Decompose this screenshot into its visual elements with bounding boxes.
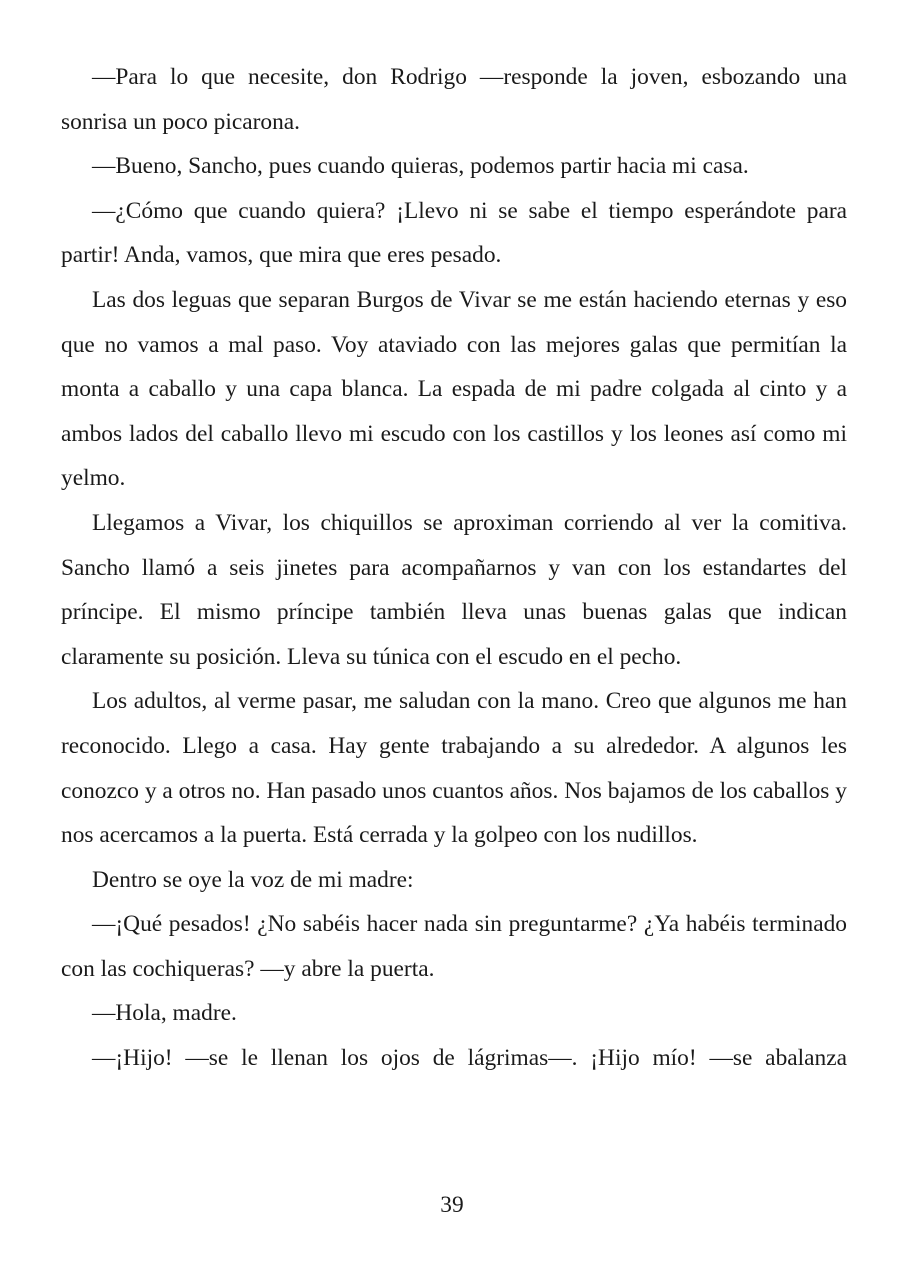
paragraph: Dentro se oye la voz de mi madre: (92, 866, 414, 893)
paragraph: —Hola, madre. (92, 1000, 237, 1027)
page-number: 39 (440, 1192, 464, 1218)
paragraph: —Bueno, Sancho, pues cuando quieras, podemos partir hacia mi casa. (92, 153, 749, 180)
paragraph: —¿Cómo que cuando quiera? ¡Llevo ni se sabe el tiempo esperándote para partir! Anda, vamos, que mira que eres pesado. (61, 197, 847, 269)
paragraph: —Para lo que necesite, don Rodrigo —responde la joven, esbozando una sonrisa un poco picarona. (61, 64, 847, 135)
paragraph: Los adultos, al verme pasar, me saludan con la mano. Creo que algunos me han reconocido. Llego a casa. Hay gente trabajando a su alrededor. A algunos les conozco y a otros no. Han pasado unos cuantos años. Nos bajamos de los caballos y nos acercamos a la puerta. Está cerrada y la golpeo con los nudillos. (61, 688, 847, 849)
paragraph-continued: —¡Hijo! —se le llenan los ojos de lágrimas—. ¡Hijo mío! —se abalanza (92, 1045, 847, 1072)
paragraph: Llegamos a Vivar, los chiquillos se aproximan corriendo al ver la comitiva. Sancho llamó a seis jinetes para acompañarnos y van con los estandartes del príncipe. El mismo príncipe también lleva unas buenas galas que indican claramente su posición. Lleva su túnica con el escudo en el pecho. (61, 509, 847, 670)
body-text (61, 55, 847, 1081)
paragraph: Las dos leguas que separan Burgos de Vivar se me están haciendo eternas y eso que no vamos a mal paso. Voy ataviado con las mejores galas que permitían la monta a caballo y una capa blanca. La espada de mi padre colgada al cinto y a ambos lados del caballo llevo mi escudo con los castillos y los leones así como mi yelmo. (61, 286, 847, 492)
paragraph: —¡Qué pesados! ¿No sabéis hacer nada sin preguntarme? ¿Ya habéis terminado con las cochiqueras? —y abre la puerta. (61, 911, 847, 982)
